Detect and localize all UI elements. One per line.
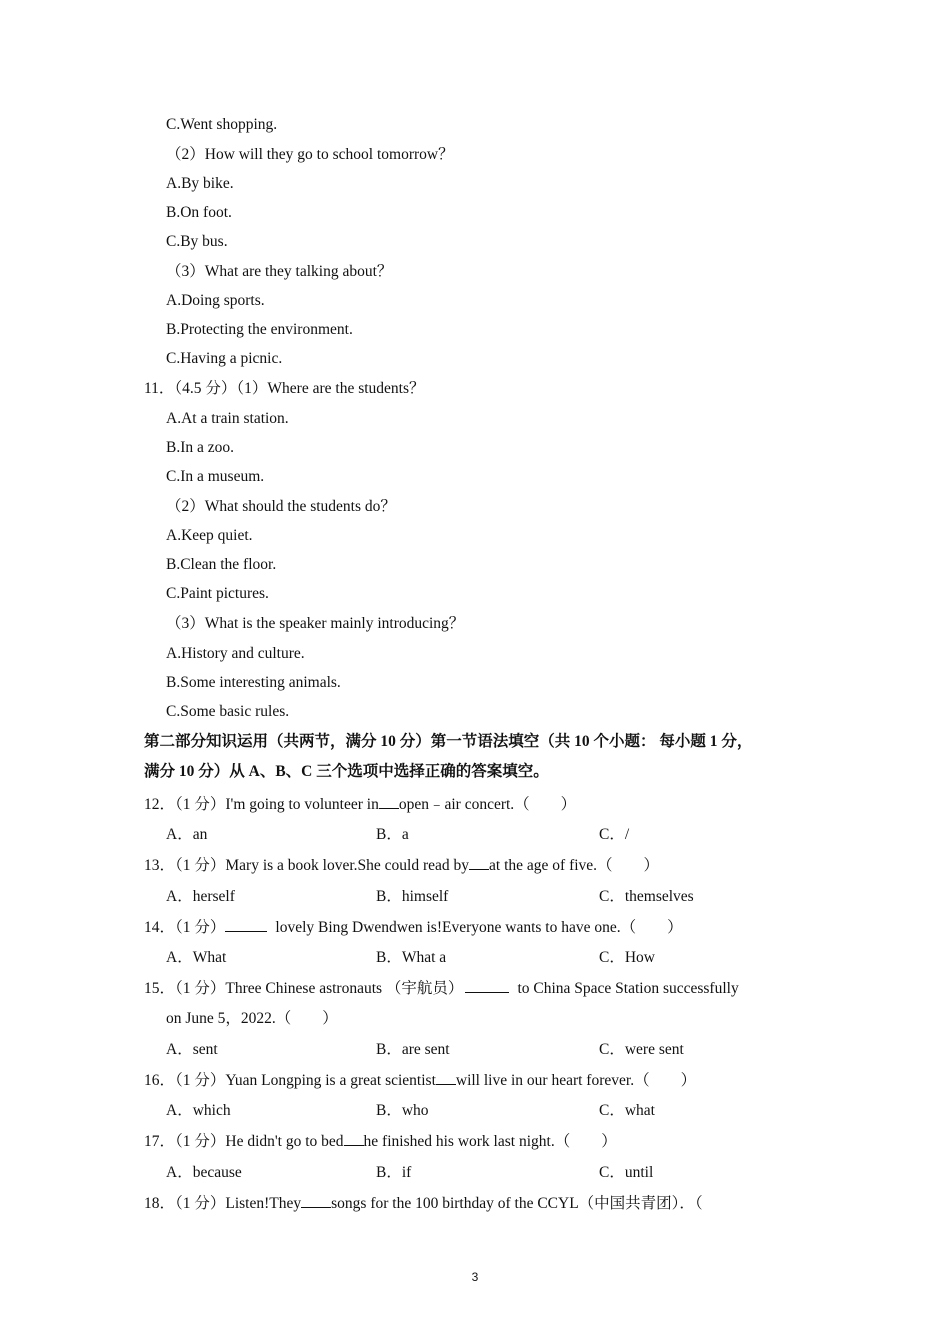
q15-stem-line2: on June 5，2022.（ ）	[166, 1010, 338, 1027]
answer-blank	[469, 855, 489, 870]
q12-stem	[144, 794, 576, 815]
q16-stem	[144, 1070, 696, 1091]
q14-option-b: B．What a	[376, 949, 447, 966]
q13-stem	[144, 855, 659, 876]
answer-blank	[344, 1131, 364, 1146]
q10-sub2-option-c: C.By bus.	[166, 233, 228, 250]
q11-subquestion-3: （3）What is the speaker mainly introducing？	[166, 615, 465, 632]
q18-stem-pre: 18．（1 分）Listen!They	[144, 1195, 302, 1212]
q16-option-c: C．what	[599, 1102, 655, 1119]
q16-stem-pre: 16．（1 分）Yuan Longping is a great scientist	[144, 1072, 436, 1089]
page-number: 3	[471, 1270, 479, 1284]
q15-option-a: A．sent	[166, 1041, 218, 1058]
q14-stem	[144, 917, 683, 938]
q13-option-a: A．herself	[166, 888, 235, 905]
q14-option-c: C．How	[599, 949, 655, 966]
q17-option-b: B．if	[376, 1164, 412, 1181]
section-heading-line1: 第二部分知识运用（共两节，满分 10 分）第一节语法填空（共 10 个小题： 每小题 1 分，	[144, 733, 753, 750]
q14-stem-pre: 14．（1 分）	[144, 919, 226, 936]
q10-subquestion-3: （3）What are they talking about？	[166, 263, 393, 280]
q11-sub3-option-b: B.Some interesting animals.	[166, 674, 341, 691]
q18-stem	[144, 1193, 703, 1214]
q11-sub3-option-c: C.Some basic rules.	[166, 703, 290, 720]
q10-subquestion-2: （2）How will they go to school tomorrow？	[166, 146, 454, 163]
q11-sub2-option-a: A.Keep quiet.	[166, 527, 253, 544]
q13-stem-pre: 13．（1 分）Mary is a book lover.She could read by	[144, 857, 470, 874]
q10-sub2-option-a: A.By bike.	[166, 175, 234, 192]
answer-blank	[436, 1070, 456, 1085]
q10-sub2-option-b: B.On foot.	[166, 204, 232, 221]
q11-sub3-option-a: A.History and culture.	[166, 645, 305, 662]
q14-stem-post: lovely Bing Dwendwen is!Everyone wants to have one.（ ）	[275, 919, 683, 936]
answer-blank	[225, 917, 267, 932]
q13-option-c: C．themselves	[599, 888, 694, 905]
q18-stem-post: songs for the 100 birthday of the CCYL（中国共青团）．（	[331, 1195, 703, 1212]
q15-option-c: C．were sent	[599, 1041, 684, 1058]
q11-sub1-option-c: C.In a museum.	[166, 468, 265, 485]
q17-stem	[144, 1131, 617, 1152]
q12-stem-pre: 12．（1 分）I'm going to volunteer in	[144, 796, 379, 813]
answer-blank	[465, 978, 509, 993]
q17-option-a: A．because	[166, 1164, 242, 1181]
q13-option-b: B．himself	[376, 888, 449, 905]
answer-blank	[301, 1193, 331, 1208]
q11-subquestion-2: （2）What should the students do？	[166, 498, 396, 515]
q15-stem-pre: 15．（1 分）Three Chinese astronauts （宇航员）	[144, 980, 464, 997]
q16-option-b: B．who	[376, 1102, 429, 1119]
q14-option-a: A．What	[166, 949, 227, 966]
q17-stem-pre: 17．（1 分）He didn't go to bed	[144, 1133, 344, 1150]
q16-stem-post: will live in our heart forever.（ ）	[455, 1072, 697, 1089]
q11-sub2-option-b: B.Clean the floor.	[166, 556, 277, 573]
q12-option-c: C．/	[599, 826, 630, 843]
q15-option-b: B．are sent	[376, 1041, 450, 1058]
q15-stem-post: to China Space Station successfully	[517, 980, 739, 997]
q11-sub1-option-b: B.In a zoo.	[166, 439, 235, 456]
q11-stem: 11．（4.5 分）（1）Where are the students？	[144, 380, 425, 397]
q16-option-a: A．which	[166, 1102, 231, 1119]
q17-option-c: C．until	[599, 1164, 654, 1181]
q10-sub3-option-c: C.Having a picnic.	[166, 350, 283, 367]
q11-sub2-option-c: C.Paint pictures.	[166, 585, 269, 602]
q11-sub1-option-a: A.At a train station.	[166, 410, 289, 427]
q10-sub3-option-b: B.Protecting the environment.	[166, 321, 353, 338]
q10-sub3-option-a: A.Doing sports.	[166, 292, 265, 309]
q12-stem-post: open﹣air concert.（ ）	[398, 796, 577, 813]
q17-stem-post: he finished his work last night.（ ）	[363, 1133, 617, 1150]
q13-stem-post: at the age of five.（ ）	[489, 857, 660, 874]
q10-option-c1: C.Went shopping.	[166, 116, 278, 133]
q15-stem	[144, 978, 739, 999]
q12-option-a: A．an	[166, 826, 208, 843]
q12-option-b: B．a	[376, 826, 409, 843]
section-heading-line2: 满分 10 分）从 A、B、C 三个选项中选择正确的答案填空。	[144, 763, 549, 780]
answer-blank	[379, 794, 399, 809]
